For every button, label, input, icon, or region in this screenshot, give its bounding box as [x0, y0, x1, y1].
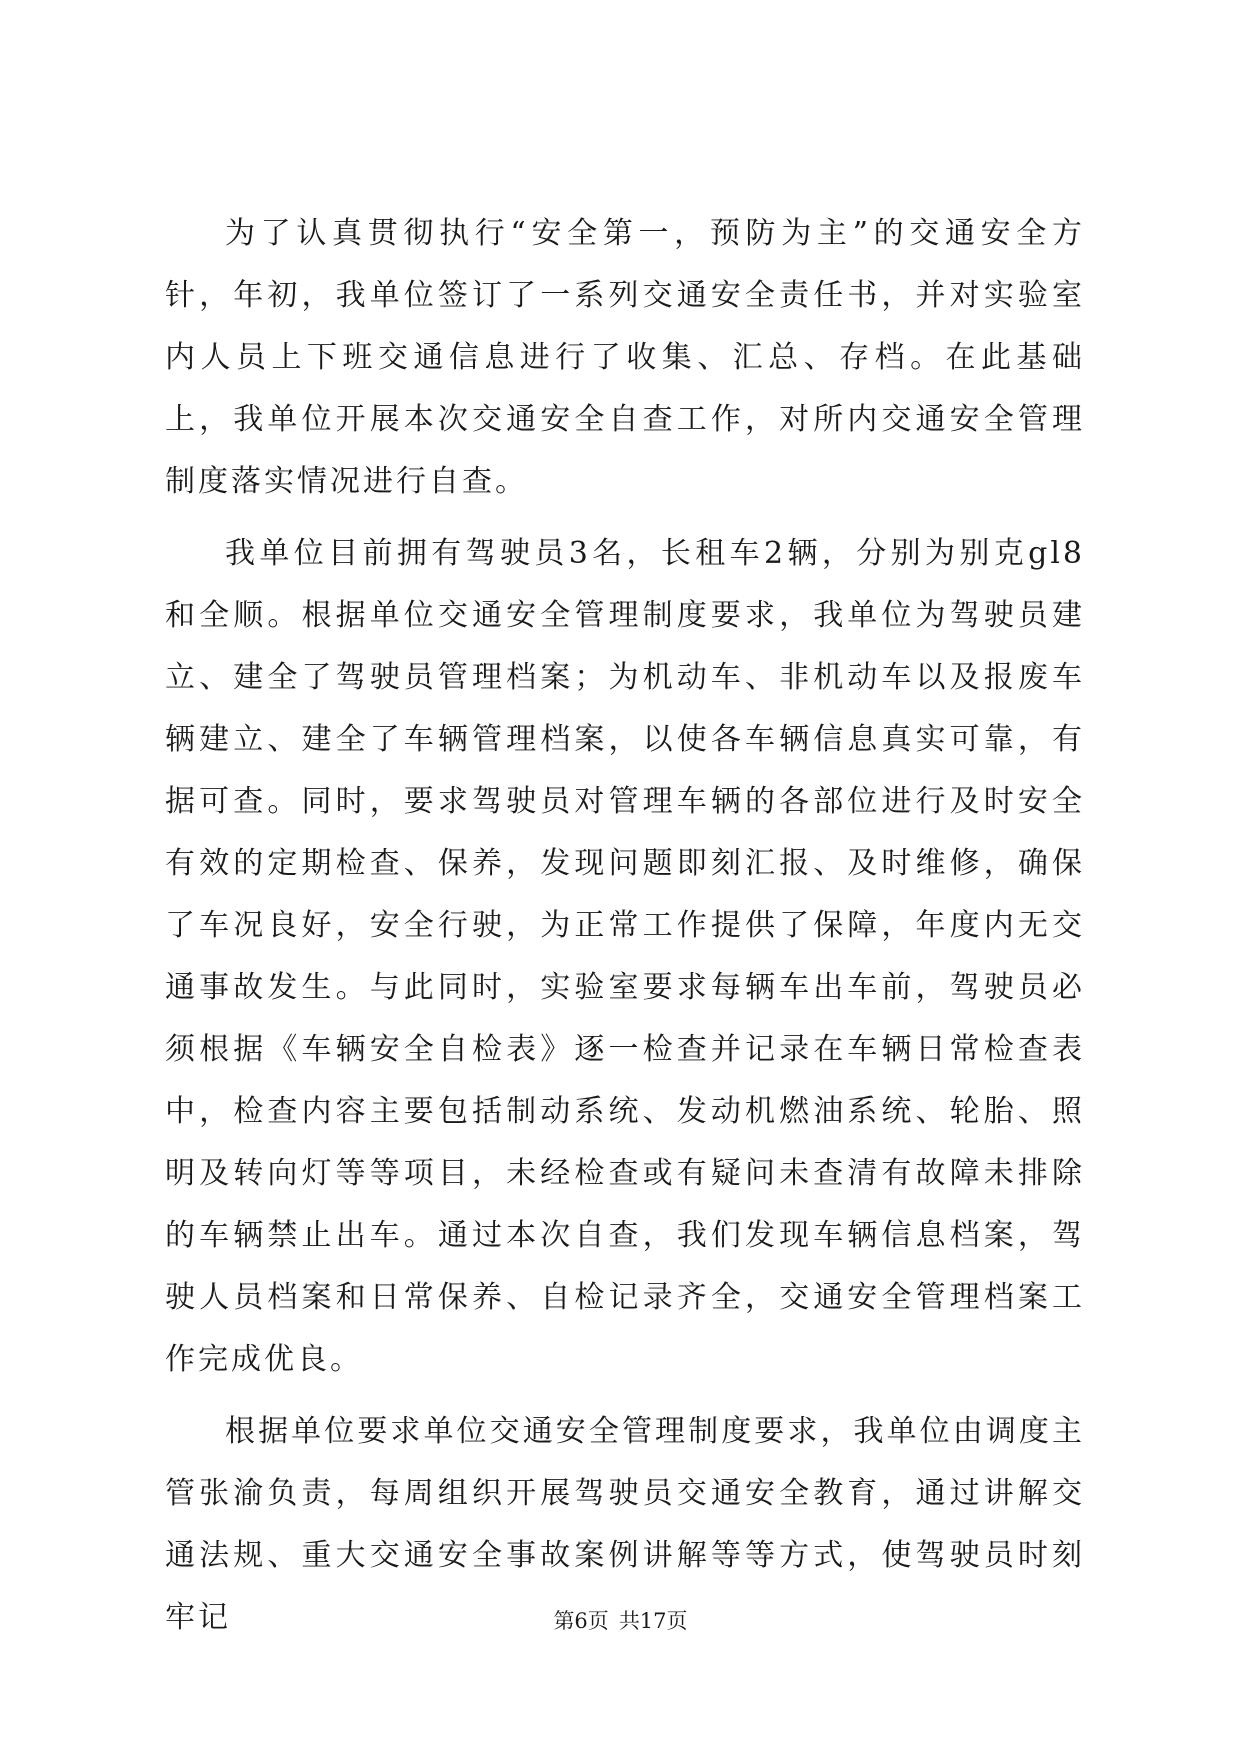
paragraph-3: 根据单位要求单位交通安全管理制度要求，我单位由调度主管张渝负责，每周组织开展驾驶员交通安全教育，通过讲解交通法规、重大交通安全事故案例讲解等等方式，使驾驶员时刻牢记 — [165, 1414, 1085, 1635]
document-body — [165, 203, 1085, 1649]
paragraph-1: 为了认真贯彻执行“安全第一，预防为主”的交通安全方针，年初，我单位签订了一系列交通安全责任书，并对实验室内人员上下班交通信息进行了收集、汇总、存档。在此基础上，我单位开展本次交通安全自查工作，对所内交通安全管理制度落实情况进行自查。 — [165, 216, 1085, 499]
page-footer — [0, 1607, 1241, 1635]
page-number: 第6页 — [553, 1609, 609, 1633]
page-total: 共17页 — [618, 1609, 688, 1633]
paragraph-2: 我单位目前拥有驾驶员3名，长租车2辆，分别为别克gl8和全顺。根据单位交通安全管理制度要求，我单位为驾驶员建立、建全了驾驶员管理档案；为机动车、非机动车以及报废车辆建立、建全了车辆管理档案，以使各车辆信息真实可靠，有据可查。同时，要求驾驶员对管理车辆的各部位进行及时安全有效的定期检查、保养，发现问题即刻汇报、及时维修，确保了车况良好，安全行驶，为正常工作提供了保障，年度内无交通事故发生。与此同时，实验室要求每辆车出车前，驾驶员必须根据《车辆安全自检表》逐一检查并记录在车辆日常检查表中，检查内容主要包括制动系统、发动机燃油系统、轮胎、照明及转向灯等等项目，未经检查或有疑问未查清有故障未排除的车辆禁止出车。通过本次自查，我们发现车辆信息档案，驾驶人员档案和日常保养、自检记录齐全，交通安全管理档案工作完成优良。 — [165, 536, 1085, 1377]
